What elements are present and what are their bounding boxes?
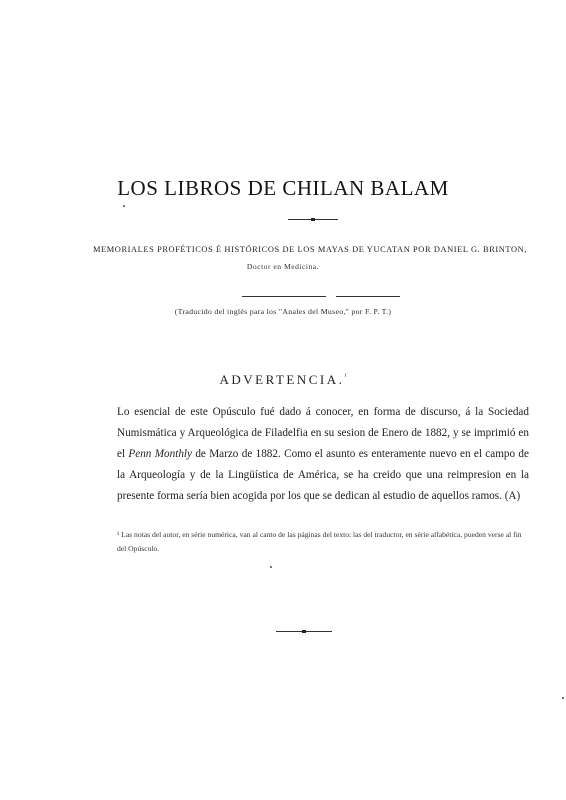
paragraph-text-2: de Marzo de 1882. Como el asunto es enteramente nuevo en el campo de la Arqueología y de la Lingüística de América, se ha creido que una reimpresion en la presente forma sería bien acogida por los que se dedican al estudio de aquellos ramos. (A) <box>117 448 529 502</box>
paragraph-italic-title: Penn Monthly <box>128 448 192 460</box>
section-heading-footnote-mark: ¹ <box>344 372 347 381</box>
end-divider-ornament <box>302 630 306 633</box>
scan-speck <box>270 566 272 568</box>
translation-divider-left <box>242 296 326 297</box>
end-divider <box>276 631 332 632</box>
divider-ornament <box>311 218 315 221</box>
translation-divider-right <box>336 296 400 297</box>
body-paragraph <box>117 402 529 507</box>
footnote: ¹ Las notas del autor, en série numérica, van al canto de las páginas del texto: las del traductor, en série alfabética, pueden verse al fin del Opúsculo. <box>117 530 522 553</box>
paragraph-text-1: Lo esencial de este Opúsculo fué dado á conocer, en forma de discurso, á la Sociedad Numismática y Arqueológica de Filadelfia en su sesion de Enero de 1882, y se imprimió en el <box>117 406 529 460</box>
scan-speck <box>562 697 564 699</box>
translation-note: (Traducido del inglés para los "Anales del Museo," por F. P. T.) <box>174 307 392 316</box>
section-heading-text: ADVERTENCIA. <box>219 372 345 387</box>
scan-speck <box>123 205 125 207</box>
document-title: LOS LIBROS DE CHILAN BALAM <box>117 176 449 200</box>
section-heading <box>0 372 566 388</box>
title-divider <box>288 219 338 220</box>
author-credential: Doctor en Medicina. <box>246 262 320 271</box>
document-subtitle: MEMORIALES PROFÉTICOS É HISTÓRICOS DE LOS MAYAS DE YUCATAN POR DANIEL G. BRINTON, <box>93 245 527 254</box>
